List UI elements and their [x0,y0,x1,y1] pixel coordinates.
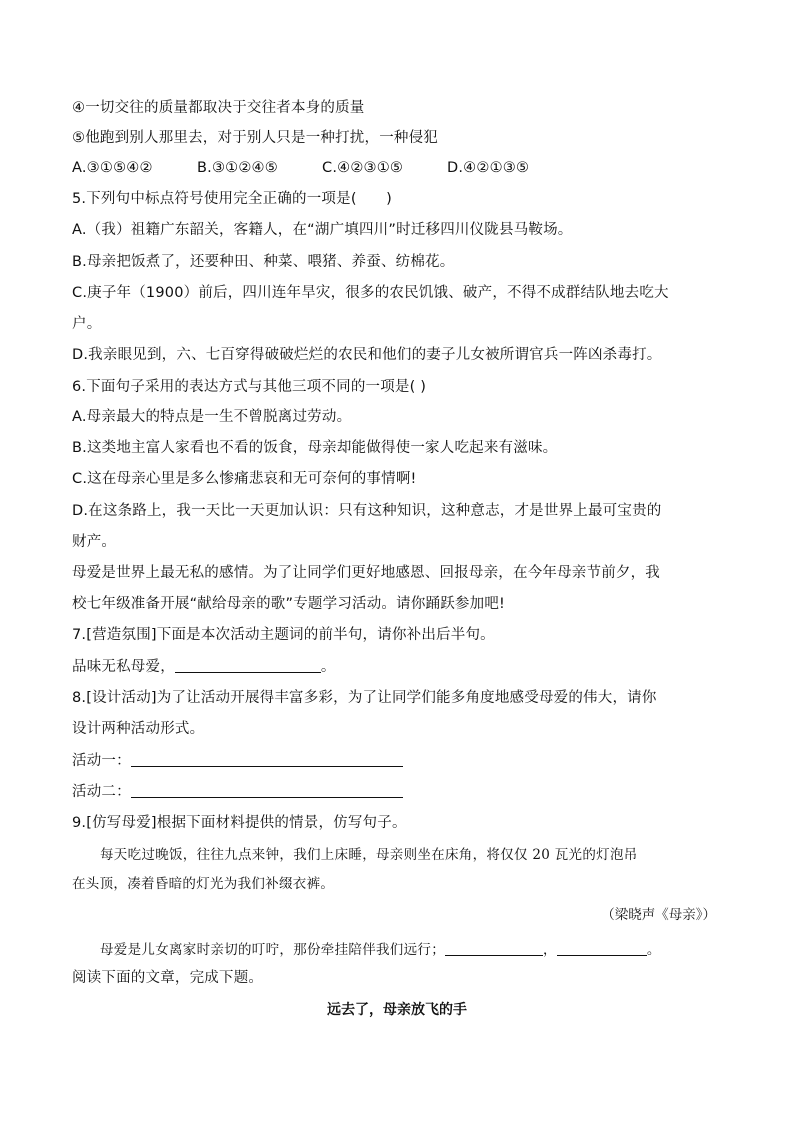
reading-instruction: 阅读下面的文章，完成下题。 [72,970,264,986]
imitation-comma: ， [543,942,557,958]
quote-line1: 每天吃过晚饭，往往九点来钟，我们上床睡，母亲则坐在床角，将仅仅 20 瓦光的灯泡吊 [100,847,638,863]
q5-option-c-line2[interactable]: 户。 [72,316,102,332]
q5-option-b[interactable]: B.母亲把饭煮了，还要种田、种菜、喂猪、养蚕、纺棉花。 [72,254,455,270]
q7-stem: 7.[营造氛围]下面是本次活动主题词的前半句，请你补出后半句。 [72,627,495,643]
q4-option-c[interactable]: C.④②③①⑤ [322,160,404,176]
activity-one-row [72,751,732,771]
q5-option-a[interactable]: A.（我）祖籍广东韶关，客籍人，在“湖广填四川”时迁移四川仪陇县马鞍场。 [72,222,573,238]
article-title: 远去了，母亲放飞的手 [327,1002,467,1018]
q6-option-a[interactable]: A.母亲最大的特点是一生不曾脱离过劳动。 [72,409,352,425]
q9-stem: 9.[仿写母爱]根据下面材料提供的情景，仿写句子。 [72,815,407,831]
activity-one-label: 活动一： [72,753,131,769]
q4-item-5: ⑤他跑到别人那里去，对于别人只是一种打扰，一种侵犯 [72,130,438,146]
imitation-blank-1[interactable] [445,941,543,956]
q7-suffix: 。 [320,659,336,675]
q4-options [72,158,732,178]
imitation-prefix: 母爱是儿女离家时亲切的叮咛，那份牵挂陪伴我们远行； [100,942,445,958]
q4-item-4: ④一切交往的质量都取决于交往者本身的质量 [72,100,365,116]
imitation-prompt [100,940,760,960]
activity-intro-line1: 母爱是世界上最无私的感情。为了让同学们更好地感恩、回报母亲，在今年母亲节前夕，我 [72,565,660,581]
q6-option-b[interactable]: B.这类地主富人家看也不看的饭食，母亲却能做得使一家人吃起来有滋味。 [72,440,558,456]
q6-stem: 6.下面句子采用的表达方式与其他三项不同的一项是( ) [72,379,427,395]
activity-two-row [72,782,732,802]
q8-stem-line2: 设计两种活动形式。 [72,721,205,737]
activity-one-blank[interactable] [131,752,403,767]
q8-stem-line1: 8.[设计活动]为了让活动开展得丰富多彩，为了让同学们能多角度地感受母爱的伟大，请你 [72,690,657,706]
q7-answer-blank[interactable] [175,658,321,673]
q6-option-d-line1[interactable]: D.在这条路上，我一天比一天更加认识：只有这种知识，这种意志，才是世界上最可宝贵的 [72,503,662,519]
q4-option-b[interactable]: B.③①②④⑤ [197,160,278,176]
q4-option-d[interactable]: D.④②①③⑤ [447,160,530,176]
q5-option-c-line1[interactable]: C.庚子年（1900）前后，四川连年旱灾，很多的农民饥饿、破产，不得不成群结队地去吃大 [72,285,669,301]
q4-option-a[interactable]: A.③①⑤④② [72,160,153,176]
activity-two-blank[interactable] [131,783,403,798]
activity-two-label: 活动二： [72,784,131,800]
activity-intro-line2: 校七年级准备开展“献给母亲的歌”专题学习活动。请你踊跃参加吧! [72,596,506,612]
imitation-end: 。 [646,942,661,958]
q6-option-c[interactable]: C.这在母亲心里是多么惨痛悲哀和无可奈何的事情啊! [72,471,417,487]
q6-option-d-line2[interactable]: 财产。 [72,534,117,550]
quote-source: （梁晓声《母亲》） [601,907,716,923]
imitation-blank-2[interactable] [557,941,647,956]
q5-option-d[interactable]: D.我亲眼见到，六、七百穿得破破烂烂的农民和他们的妻子儿女被所谓官兵一阵凶杀毒打。 [72,347,662,363]
q7-answer-row [72,657,732,677]
quote-line2: 在头顶，凑着昏暗的灯光为我们补缀衣裤。 [72,876,335,892]
q7-prefix: 品味无私母爱， [72,659,175,675]
q5-stem: 5.下列句中标点符号使用完全正确的一项是( ) [72,191,392,207]
